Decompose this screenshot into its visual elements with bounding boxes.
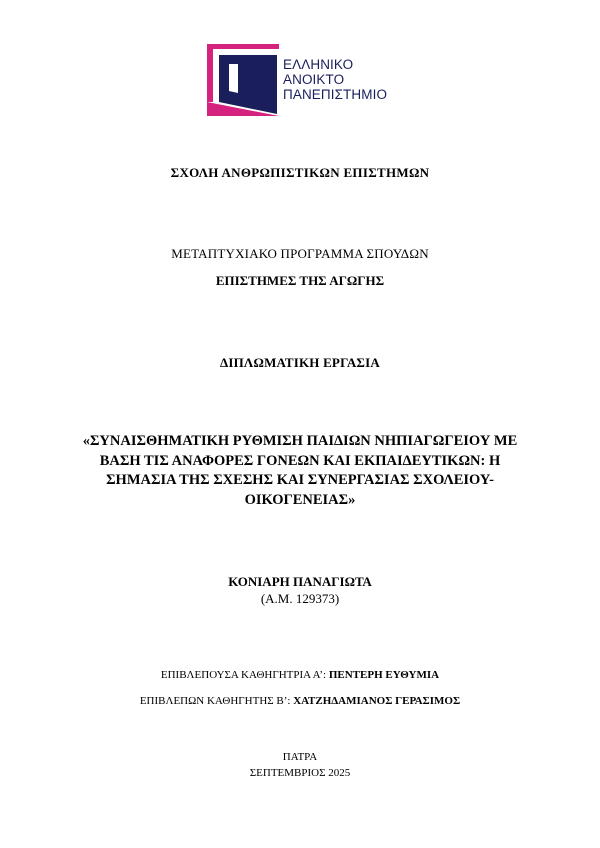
- supervisor-b-label: ΕΠΙΒΛΕΠΩΝ ΚΑΘΗΓΗΤΗΣ Β’:: [139, 695, 294, 707]
- supervisor-a: [0, 669, 600, 681]
- university-logo: [207, 44, 407, 116]
- field-name: ΕΠΙΣΤΗΜΕΣ ΤΗΣ ΑΓΩΓΗΣ: [215, 273, 385, 288]
- university-logo-text: [283, 57, 387, 102]
- author-name: ΚΟΝΙΑΡΗ ΠΑΝΑΓΙΩΤΑ: [228, 574, 372, 589]
- thesis-title-line-1: «ΣΥΝΑΙΣΘΗΜΑΤΙΚΗ ΡΥΘΜΙΣΗ ΠΑΙΔΙΩΝ ΝΗΠΙΑΓΩΓΕΙΟΥ ΜΕ: [82, 433, 518, 449]
- thesis-title: [40, 432, 560, 510]
- logo-text-line-2: ΑΝΟΙΚΤΟ: [283, 72, 345, 87]
- supervisor-b: [0, 695, 600, 707]
- city: ΠΑΤΡΑ: [282, 751, 318, 763]
- author-registration: (Α.Μ. 129373): [260, 591, 340, 606]
- thesis-title-line-4: ΟΙΚΟΓΕΝΕΙΑΣ»: [244, 491, 356, 508]
- date: ΣΕΠΤΕΜΒΡΙΟΣ 2025: [249, 767, 351, 779]
- university-logo-mark-icon: [207, 44, 279, 116]
- thesis-title-line-3: ΣΗΜΑΣΙΑ ΤΗΣ ΣΧΕΣΗΣ ΚΑΙ ΣΥΝΕΡΓΑΣΙΑΣ ΣΧΟΛΕΙΟΥ-: [106, 472, 494, 488]
- school-name: ΣΧΟΛΗ ΑΝΘΡΩΠΙΣΤΙΚΩΝ ΕΠΙΣΤΗΜΩΝ: [170, 165, 430, 180]
- logo-text-line-1: ΕΛΛΗΝΙΚΟ: [283, 57, 354, 72]
- logo-text-line-3: ΠΑΝΕΠΙΣΤΗΜΙΟ: [283, 87, 388, 102]
- thesis-title-line-2: ΒΑΣΗ ΤΙΣ ΑΝΑΦΟΡΕΣ ΓΟΝΕΩΝ ΚΑΙ ΕΚΠΑΙΔΕΥΤΙΚΩΝ: Η: [99, 452, 501, 469]
- document-type: ΔΙΠΛΩΜΑΤΙΚΗ ΕΡΓΑΣΙΑ: [220, 355, 380, 370]
- supervisor-a-label: ΕΠΙΒΛΕΠΟΥΣΑ ΚΑΘΗΓΗΤΡΙΑ Α’:: [160, 669, 329, 681]
- program-name: ΜΕΤΑΠΤΥΧΙΑΚΟ ΠΡΟΓΡΑΜΜΑ ΣΠΟΥΔΩΝ: [171, 246, 429, 261]
- supervisor-b-name: ΧΑΤΖΗΔΑΜΙΑΝΟΣ ΓΕΡΑΣΙΜΟΣ: [293, 695, 461, 707]
- supervisor-a-name: ΠΕΝΤΕΡΗ ΕΥΘΥΜΙΑ: [328, 669, 440, 681]
